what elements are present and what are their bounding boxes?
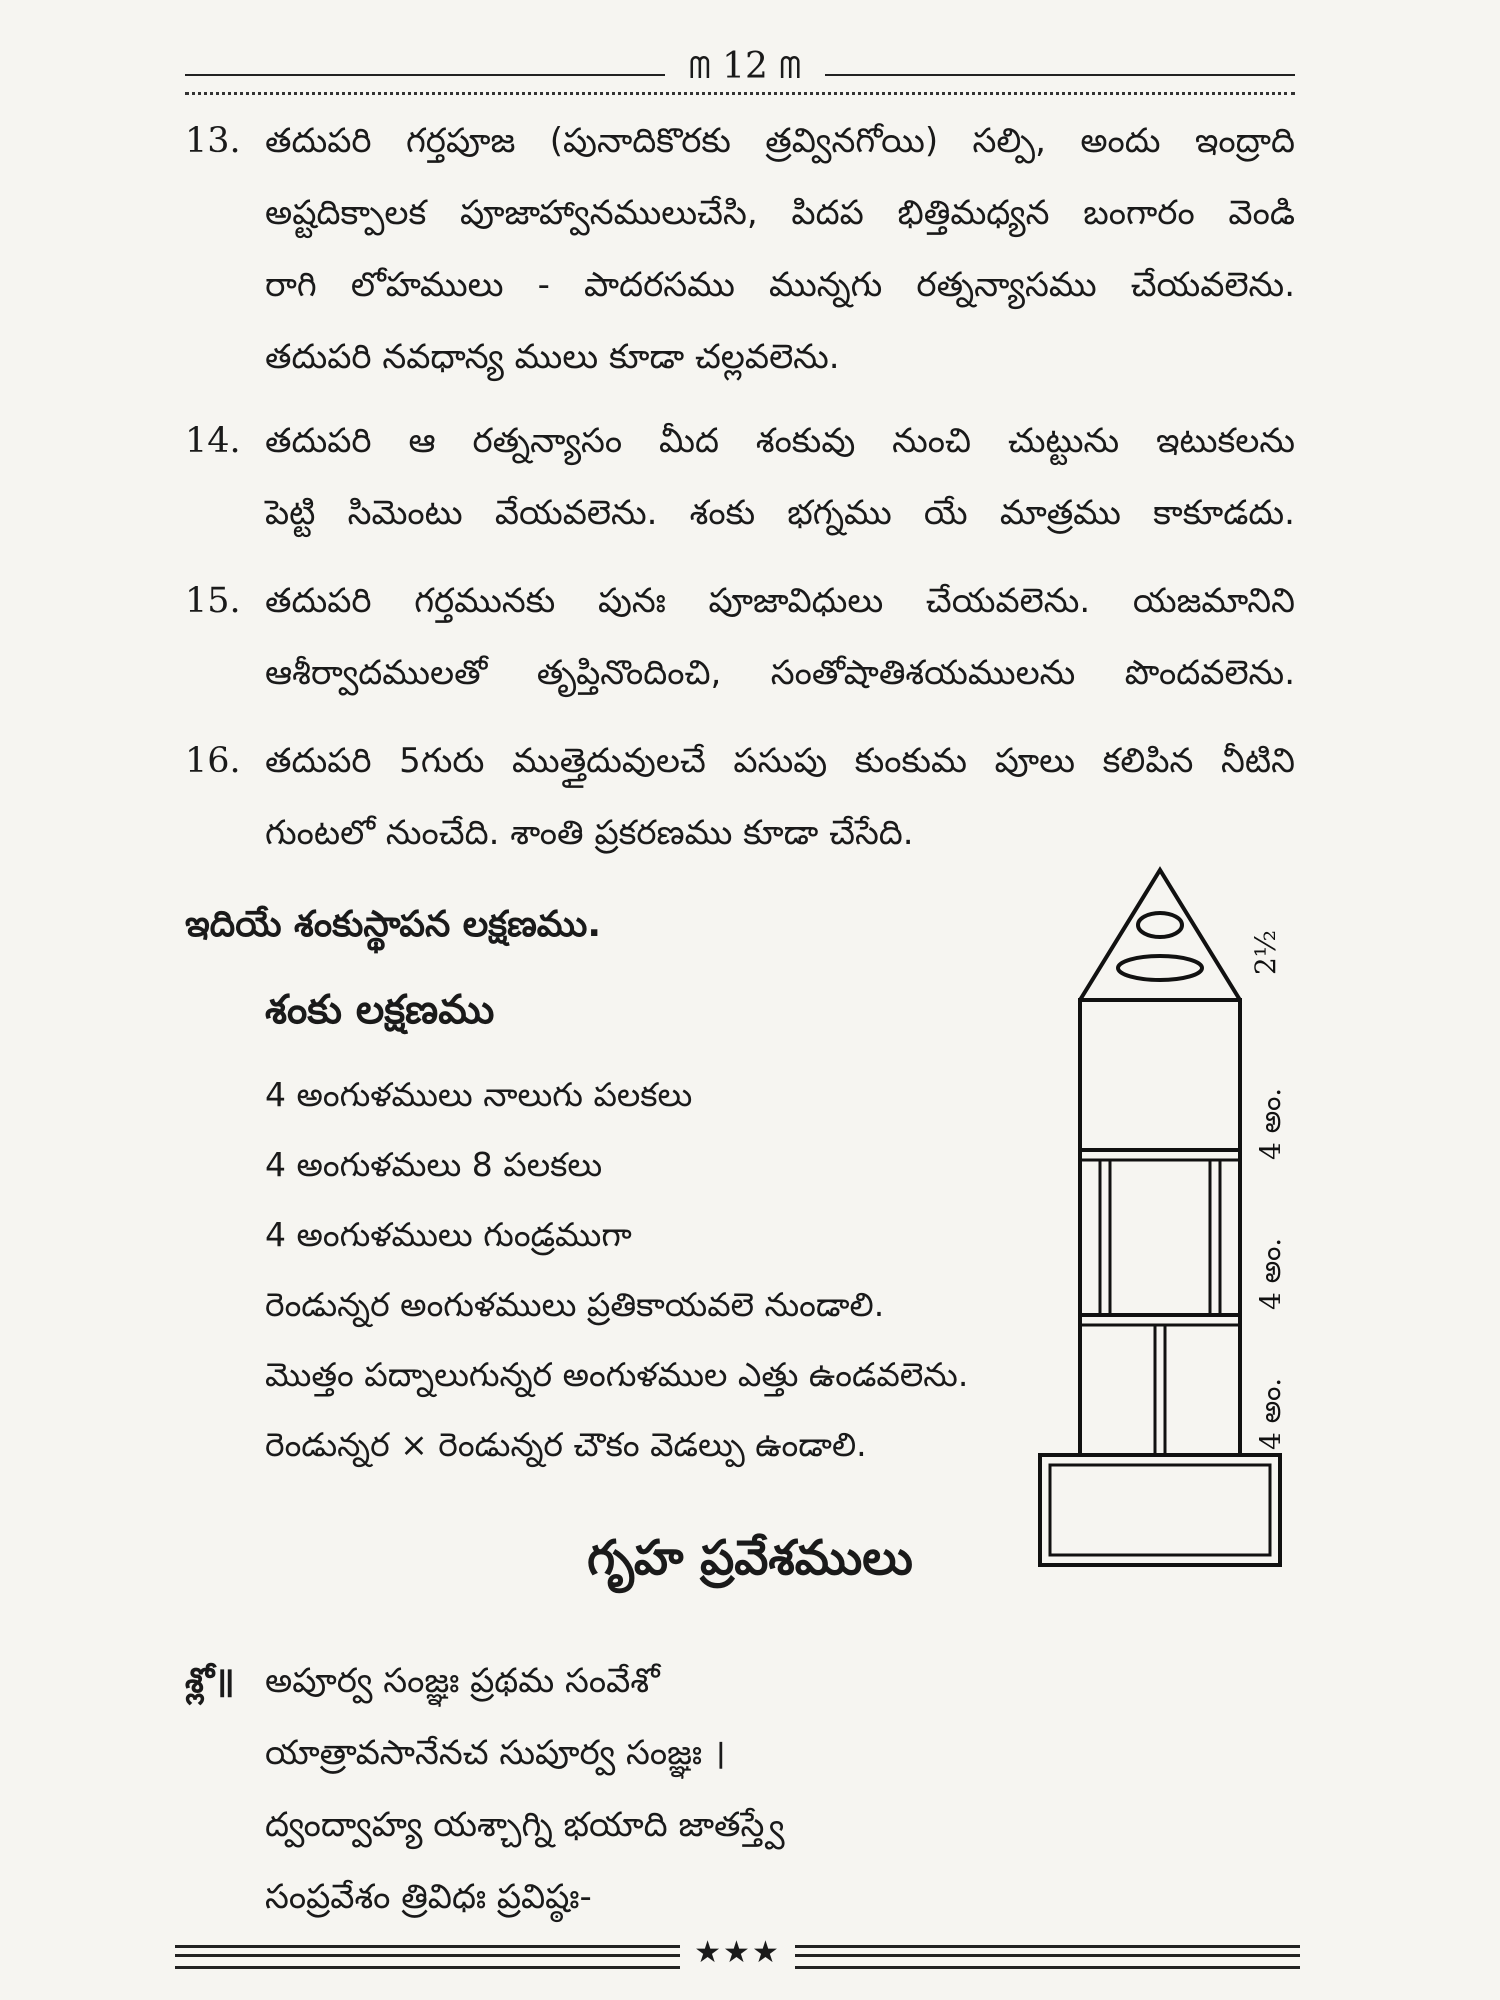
footer-rule-left bbox=[175, 1945, 680, 1969]
item-text bbox=[265, 405, 1295, 549]
diagram-label-top: 2½ bbox=[1249, 930, 1282, 975]
page-number: 12 bbox=[722, 46, 768, 87]
item-text bbox=[265, 725, 1295, 869]
diagram-label-1: 4 అం. bbox=[1254, 1087, 1287, 1160]
diagram-label-3: 4 అం. bbox=[1254, 1377, 1287, 1450]
item-line: తదుపరి గర్తపూజ (పునాదికొరకు త్రవ్వినగోయి) సల్పి, అందు ఇంద్రాది bbox=[265, 121, 1295, 161]
diagram-tip-ellipse-small bbox=[1138, 913, 1182, 937]
item-line: రాగి లోహములు - పాదరసము మున్నగు రత్నన్యాసము చేయవలెను. bbox=[265, 265, 1295, 305]
item-line: తదుపరి గర్తమునకు పునః పూజావిధులు చేయవలెను. యజమానిని bbox=[265, 581, 1295, 621]
spec-line: రెండున్నర × రెండున్నర చౌకం వెడల్పు ఉండాలి. bbox=[265, 1425, 867, 1464]
item-line: తదుపరి 5గురు ముత్తైదువులచే పసుపు కుంకుమ పూలు కలిపిన నీటిని bbox=[265, 741, 1295, 781]
header-rule-right bbox=[825, 74, 1295, 76]
shloka-line: యాత్రావసానేనచ సుపూర్వ సంజ్ఞః । bbox=[265, 1733, 726, 1773]
ornament-right-icon: ᗰ bbox=[779, 51, 802, 86]
item-line: అష్టదిక్పాలక పూజాహ్వానములుచేసి, పిదప భిత్తిమధ్యన బంగారం వెండి bbox=[265, 193, 1295, 233]
footer-rule-right bbox=[795, 1945, 1300, 1969]
item-line: తదుపరి ఆ రత్నన్యాసం మీద శంకువు నుంచి చుట్టును ఇటుకలను bbox=[265, 421, 1295, 461]
spec-line: 4 అంగుళములు నాలుగు పలకలు bbox=[265, 1075, 693, 1114]
item-line: తదుపరి నవధాన్య ములు కూడా చల్లవలెను. bbox=[265, 337, 840, 377]
item-number: 14. bbox=[185, 421, 241, 461]
shanku-title: శంకు లక్షణము bbox=[265, 987, 495, 1033]
header-dotted-rule bbox=[185, 92, 1295, 95]
page-footer bbox=[175, 1935, 1300, 1975]
item-text bbox=[265, 105, 1295, 393]
diagram-label-2: 4 అం. bbox=[1254, 1237, 1287, 1310]
item-line: ఆశీర్వాదములతో తృప్తినొందించి, సంతోషాతిశయములను పొందవలెను. bbox=[265, 653, 1295, 693]
section-title: గృహ ప్రవేశములు bbox=[587, 1530, 913, 1586]
diagram-base-inner bbox=[1050, 1465, 1270, 1555]
shanku-diagram-svg bbox=[1030, 860, 1310, 1580]
item-line: పెట్టి సిమెంటు వేయవలెను. శంకు భగ్నము యే మాత్రము కాకూడదు. bbox=[265, 493, 1295, 533]
item-number: 13. bbox=[185, 121, 241, 161]
footer-stars: ★★★ bbox=[694, 1935, 781, 1970]
spec-line: 4 అంగుళములు గుండ్రముగా bbox=[265, 1215, 632, 1254]
shanku-specs bbox=[265, 1060, 1065, 1480]
shloka-line: అపూర్వ సంజ్ఞః ప్రథమ సంవేశో bbox=[265, 1661, 660, 1701]
diagram-body bbox=[1080, 1000, 1240, 1455]
page-header bbox=[185, 40, 1295, 100]
item-text bbox=[265, 565, 1295, 709]
shloka-line: ద్వంద్వాహ్య యశ్చాగ్ని భయాది జాతస్త్వే bbox=[265, 1805, 785, 1845]
closing-line: ఇదియే శంకుస్థాపన లక్షణము. bbox=[185, 904, 602, 945]
ornament-left-icon: ᗰ bbox=[688, 51, 711, 86]
shanku-diagram bbox=[1030, 860, 1310, 1580]
spec-line: 4 అంగుళమలు 8 పలకలు bbox=[265, 1145, 603, 1184]
item-number: 15. bbox=[185, 581, 241, 621]
shloka-line: సంప్రవేశం త్రివిధః ప్రవిష్ఠః- bbox=[265, 1877, 592, 1917]
shloka-text bbox=[265, 1645, 785, 1933]
item-line: గుంటలో నుంచేది. శాంతి ప్రకరణము కూడా చేసేది. bbox=[265, 813, 914, 853]
shloka-mark: శ్లో॥ bbox=[185, 1661, 235, 1701]
item-number: 16. bbox=[185, 741, 241, 781]
header-rule-left bbox=[185, 74, 665, 76]
diagram-tip-ellipse-large bbox=[1118, 956, 1202, 980]
diagram-base bbox=[1040, 1455, 1280, 1565]
spec-line: మొత్తం పద్నాలుగున్నర అంగుళముల ఎత్తు ఉండవలెను. bbox=[265, 1355, 969, 1394]
spec-line: రెండున్నర అంగుళములు ప్రతికాయవలె నుండాలి. bbox=[265, 1285, 885, 1324]
page-number-block bbox=[665, 46, 825, 87]
